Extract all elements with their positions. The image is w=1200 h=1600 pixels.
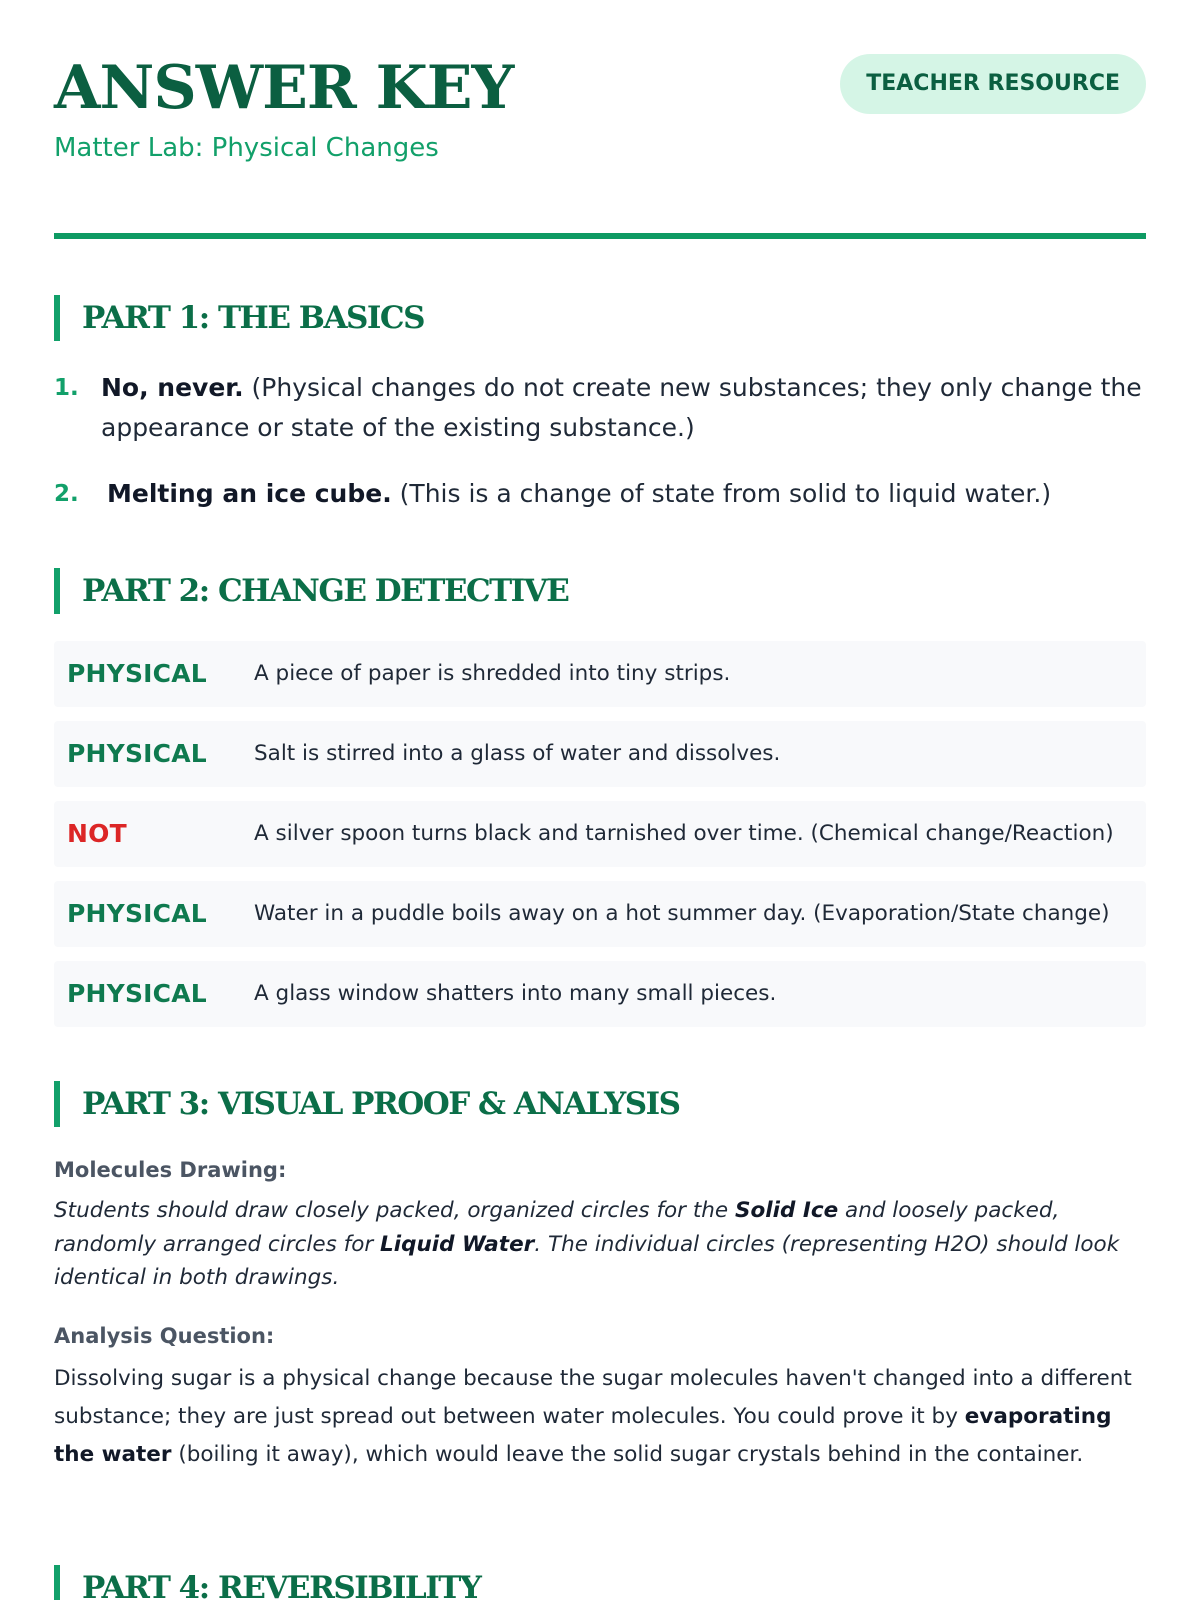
liquid-water-term: Liquid Water <box>380 1231 535 1257</box>
text-run: (boiling it away), which would leave the solid sugar crystals behind in the container. <box>171 1442 1084 1467</box>
change-description: Salt is stirred into a glass of water and dissolves. <box>254 741 781 766</box>
change-row <box>54 641 1146 707</box>
item-answer: Melting an ice cube. <box>107 479 392 508</box>
item-number: 2. <box>54 481 79 507</box>
drawing-explanation <box>54 1194 1146 1295</box>
verdict-label: PHYSICAL <box>67 659 207 688</box>
analysis-answer <box>54 1360 1146 1474</box>
text-run: . The individual circles (representing H2O) should look identical in both drawings. <box>54 1231 1120 1290</box>
part1-item-2 <box>54 474 1146 514</box>
item-explanation: (This is a change of state from solid to liquid water.) <box>391 479 1052 508</box>
part3-heading: PART 3: VISUAL PROOF & ANALYSIS <box>54 1081 679 1127</box>
change-description: Water in a puddle boils away on a hot summer day. (Evaporation/State change) <box>254 901 1110 926</box>
change-row <box>54 801 1146 867</box>
part1-heading: PART 1: THE BASICS <box>54 295 424 341</box>
analysis-label: Analysis Question: <box>54 1324 275 1348</box>
part4-heading: PART 4: REVERSIBILITY <box>54 1565 480 1600</box>
page-title: ANSWER KEY <box>54 53 514 123</box>
item-explanation: (Physical changes do not create new substances; they only change the appearance or state of the existing substance.) <box>101 373 1142 442</box>
text-run: and loosely packed, randomly arranged circles for <box>54 1198 1060 1257</box>
change-description: A glass window shatters into many small pieces. <box>254 981 777 1006</box>
change-description: A silver spoon turns black and tarnished over time. (Chemical change/Reaction) <box>254 821 1114 846</box>
change-row <box>54 721 1146 787</box>
verdict-label: PHYSICAL <box>67 739 207 768</box>
item-number: 1. <box>54 375 79 401</box>
drawing-label: Molecules Drawing: <box>54 1158 287 1182</box>
change-row <box>54 961 1146 1027</box>
solid-ice-term: Solid Ice <box>734 1198 839 1223</box>
text-run: Dissolving sugar is a physical change because the sugar molecules haven't changed into a different substance; they are just spread out between water molecules. You could prove it by <box>54 1366 1132 1429</box>
page-subtitle: Matter Lab: Physical Changes <box>54 133 439 163</box>
verdict-label: PHYSICAL <box>67 979 207 1008</box>
verdict-label: PHYSICAL <box>67 899 207 928</box>
part1-item-1 <box>54 368 1146 448</box>
item-body <box>101 368 1146 448</box>
evaporating-term: evaporating the water <box>54 1404 1112 1467</box>
item-body <box>107 474 1146 514</box>
text-run: Students should draw closely packed, organized circles for the <box>54 1198 735 1223</box>
item-answer: No, never. <box>101 373 244 402</box>
verdict-label: NOT <box>67 819 127 848</box>
change-description: A piece of paper is shredded into tiny strips. <box>254 661 731 686</box>
part2-heading: PART 2: CHANGE DETECTIVE <box>54 568 568 614</box>
change-row <box>54 881 1146 947</box>
page-header <box>54 0 1146 239</box>
teacher-resource-badge: TEACHER RESOURCE <box>840 54 1146 114</box>
